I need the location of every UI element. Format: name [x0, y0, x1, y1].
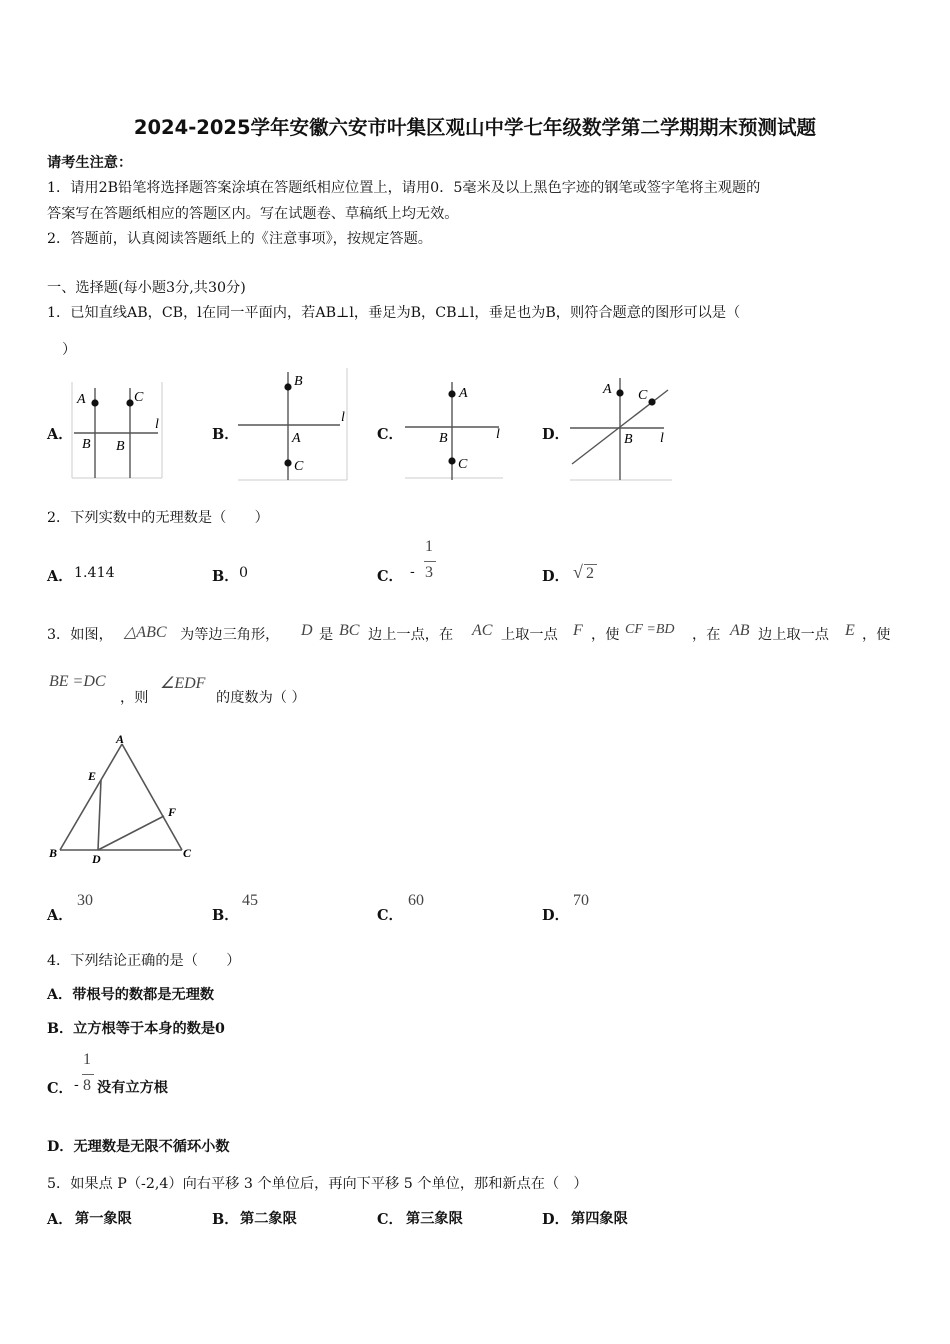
q3-option-b-value: 45: [242, 892, 258, 909]
q2-option-c-denominator: 3: [425, 564, 433, 581]
q3-option-d-value: 70: [573, 892, 589, 909]
q4-option-c-numerator: 1: [83, 1051, 91, 1068]
q3-triangle-figure: [46, 730, 198, 866]
q1-text: 1．已知直线AB，CB，l在同一平面内，若AB⊥l，垂足为B，CB⊥l，垂足也为B，则符合题意的图形可以是（: [47, 305, 741, 321]
q5-option-b-value: 第二象限: [240, 1211, 297, 1227]
q2-option-c-label: C．: [377, 568, 404, 585]
label-b: B: [439, 431, 448, 446]
q4-option-a: A．带根号的数都是无理数: [47, 987, 215, 1003]
q3-text-3: 是: [319, 627, 334, 643]
q5-option-b-label: B．: [212, 1211, 239, 1228]
label-c: C: [638, 388, 648, 403]
fraction-bar: [82, 1074, 94, 1075]
q3-text-4: 边上一点，在: [368, 627, 454, 643]
q4-option-b: B．立方根等于本身的数是0: [47, 1021, 225, 1037]
label-l: l: [155, 417, 159, 432]
q2-option-d-radical: √: [573, 562, 583, 582]
q1-option-d-label: D．: [542, 426, 570, 443]
q1-option-a-label: A．: [47, 426, 73, 443]
label-a: A: [292, 431, 301, 446]
q5-option-a-value: 第一象限: [75, 1211, 132, 1227]
label-a: A: [603, 382, 612, 397]
label-a: A: [116, 732, 125, 746]
q3-segment-bc: BC: [339, 622, 360, 639]
q3-angle-edf: ∠EDF: [160, 675, 206, 692]
label-l: l: [496, 427, 500, 442]
label-f: F: [168, 805, 177, 819]
q3-point-f: F: [573, 622, 583, 639]
q5-option-a-label: A．: [47, 1211, 73, 1228]
q4-text: 4．下列结论正确的是（ ）: [47, 953, 241, 969]
q1-figure-a: [70, 380, 166, 482]
q1-figure-d: [568, 376, 674, 482]
q2-option-c-minus: -: [410, 564, 415, 580]
q1-figure-c: [403, 380, 505, 482]
q3-text-9: ，使: [862, 627, 891, 643]
label-c: C: [458, 457, 468, 472]
q3-text-6: ，使: [591, 627, 620, 643]
page-title: 2024-2025学年安徽六安市叶集区观山中学七年级数学第二学期期末预测试题: [133, 116, 817, 139]
fraction-bar: [424, 561, 436, 562]
q2-text: 2．下列实数中的无理数是（ ）: [47, 510, 269, 526]
q3-option-a-label: A．: [47, 907, 73, 924]
label-b: B: [294, 374, 303, 389]
q4-option-c-minus: -: [74, 1077, 79, 1093]
q2-option-d-label: D．: [542, 568, 570, 585]
label-d: D: [92, 852, 101, 866]
q3-text-10: ，则: [120, 690, 149, 706]
notice-line-2: 答案写在答题纸相应的答题区内。写在试题卷、草稿纸上均无效。: [47, 206, 459, 222]
q1-figure-b: [236, 366, 350, 482]
q3-option-c-value: 60: [408, 892, 424, 909]
q1-option-b-label: B．: [212, 426, 239, 443]
q3-option-d-label: D．: [542, 907, 570, 924]
q3-option-b-label: B．: [212, 907, 239, 924]
q3-text-5: 上取一点: [501, 627, 558, 643]
label-l: l: [660, 431, 664, 446]
q4-option-c-denominator: 8: [83, 1077, 91, 1094]
q2-option-a-value: 1.414: [74, 565, 115, 581]
q3-triangle-abc: △ABC: [124, 624, 167, 641]
q5-option-d-label: D．: [542, 1211, 570, 1228]
q3-text-7: ，在: [692, 627, 721, 643]
q2-option-b-value: 0: [239, 565, 249, 581]
q5-text: 5．如果点 P（-2,4）向右平移 3 个单位后，再向下平移 5 个单位，那和新点在（ ）: [47, 1176, 588, 1192]
q5-option-c-value: 第三象限: [406, 1211, 463, 1227]
q3-text-1: 3．如图，: [47, 627, 113, 643]
q3-point-d: D: [301, 622, 313, 639]
q3-point-e: E: [845, 622, 855, 639]
q2-option-c-numerator: 1: [425, 538, 433, 555]
label-b: B: [82, 437, 91, 452]
q3-segment-ac: AC: [472, 622, 493, 639]
label-e: E: [88, 769, 97, 783]
q2-option-d-value: 2: [586, 565, 594, 582]
q2-option-a-label: A．: [47, 568, 73, 585]
q4-option-c-text: 没有立方根: [97, 1080, 168, 1096]
q3-segment-ab: AB: [730, 622, 750, 639]
q3-option-c-label: C．: [377, 907, 404, 924]
q3-text-8: 边上取一点: [758, 627, 829, 643]
section-heading: 一、选择题(每小题3分,共30分): [47, 280, 246, 296]
label-c: C: [294, 459, 304, 474]
label-a: A: [459, 386, 468, 401]
notice-line-1: 1．请用2B铅笔将选择题答案涂填在答题纸相应位置上，请用0．5毫米及以上黑色字迹的钢笔或签字笔将主观题的: [47, 180, 761, 196]
label-c: C: [134, 390, 144, 405]
q1-close-paren: ）: [62, 342, 77, 358]
q3-option-a-value: 30: [77, 892, 93, 909]
label-a: A: [77, 392, 86, 407]
q3-condition-2: BE =DC: [49, 673, 106, 690]
q2-option-b-label: B．: [212, 568, 239, 585]
q3-condition-1: CF =BD: [625, 622, 675, 637]
q5-option-d-value: 第四象限: [571, 1211, 628, 1227]
q4-option-d: D．无理数是无限不循环小数: [47, 1139, 230, 1155]
q3-text-11: 的度数为（ ）: [216, 690, 306, 706]
label-b: B: [624, 432, 633, 447]
label-l: l: [341, 410, 345, 425]
q4-option-c-label: C．: [47, 1080, 74, 1097]
q3-text-2: 为等边三角形，: [180, 627, 280, 643]
notice-heading: 请考生注意：: [47, 155, 133, 171]
label-b: B: [49, 846, 58, 860]
q5-option-c-label: C．: [377, 1211, 404, 1228]
notice-line-3: 2．答题前，认真阅读答题纸上的《注意事项》，按规定答题。: [47, 231, 432, 247]
q1-option-c-label: C．: [377, 426, 404, 443]
label-c: C: [183, 846, 192, 860]
label-b: B: [116, 439, 125, 454]
